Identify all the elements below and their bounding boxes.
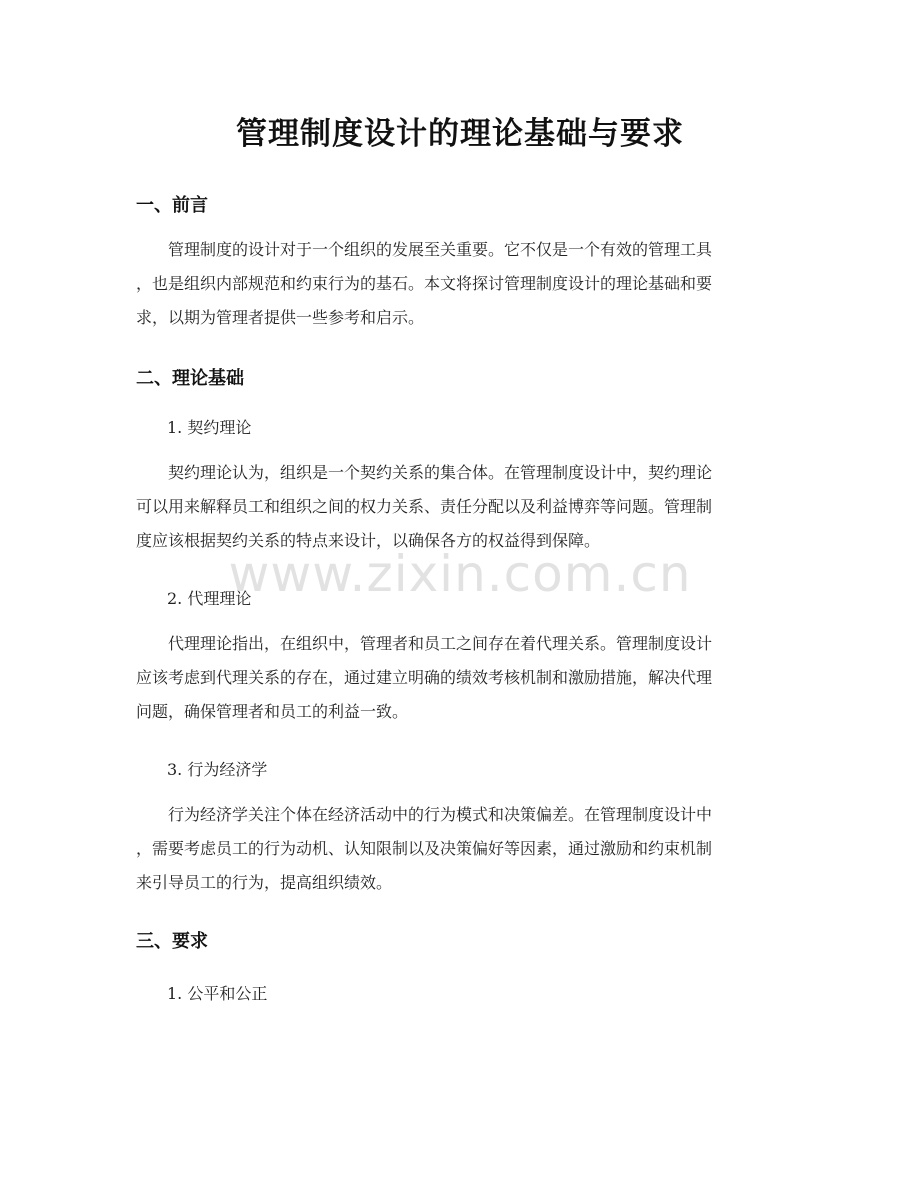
document-title: 管理制度设计的理论基础与要求 [236,116,684,152]
paragraph-line: 度应该根据契约关系的特点来设计，以确保各方的权益得到保障。 [136,531,601,550]
watermark-text: www.zixin.com.cn [228,545,692,603]
subheading-agency-theory: 2. 代理理论 [167,589,252,608]
paragraph-line: 求，以期为管理者提供一些参考和启示。 [136,308,425,327]
section-heading-preface: 一、前言 [136,195,208,216]
subheading-contract-theory: 1. 契约理论 [167,418,252,437]
subheading-fairness: 1. 公平和公正 [167,984,268,1003]
paragraph-line: 问题，确保管理者和员工的利益一致。 [136,702,409,721]
paragraph-line: ，也是组织内部规范和约束行为的基石。本文将探讨管理制度设计的理论基础和要 [136,274,713,293]
paragraph-line: 可以用来解释员工和组织之间的权力关系、责任分配以及利益博弈等问题。管理制 [136,497,713,516]
paragraph-line: 契约理论认为，组织是一个契约关系的集合体。在管理制度设计中，契约理论 [168,463,713,482]
paragraph-line: 代理理论指出，在组织中，管理者和员工之间存在着代理关系。管理制度设计 [168,634,713,653]
section-heading-requirements: 三、要求 [136,931,208,952]
paragraph-line: 管理制度的设计对于一个组织的发展至关重要。它不仅是一个有效的管理工具 [168,240,713,259]
subheading-behavioral-economics: 3. 行为经济学 [167,760,268,779]
paragraph-agency-theory [136,627,786,729]
section-heading-theory: 二、理论基础 [136,368,244,389]
paragraph-behavioral-economics [136,798,786,900]
paragraph-line: 应该考虑到代理关系的存在，通过建立明确的绩效考核机制和激励措施，解决代理 [136,668,713,687]
paragraph-contract-theory [136,456,786,558]
paragraph-line: ，需要考虑员工的行为动机、认知限制以及决策偏好等因素，通过激励和约束机制 [136,839,713,858]
paragraph-line: 来引导员工的行为，提高组织绩效。 [136,873,393,892]
paragraph-preface [136,233,786,335]
paragraph-line: 行为经济学关注个体在经济活动中的行为模式和决策偏差。在管理制度设计中 [168,805,713,824]
